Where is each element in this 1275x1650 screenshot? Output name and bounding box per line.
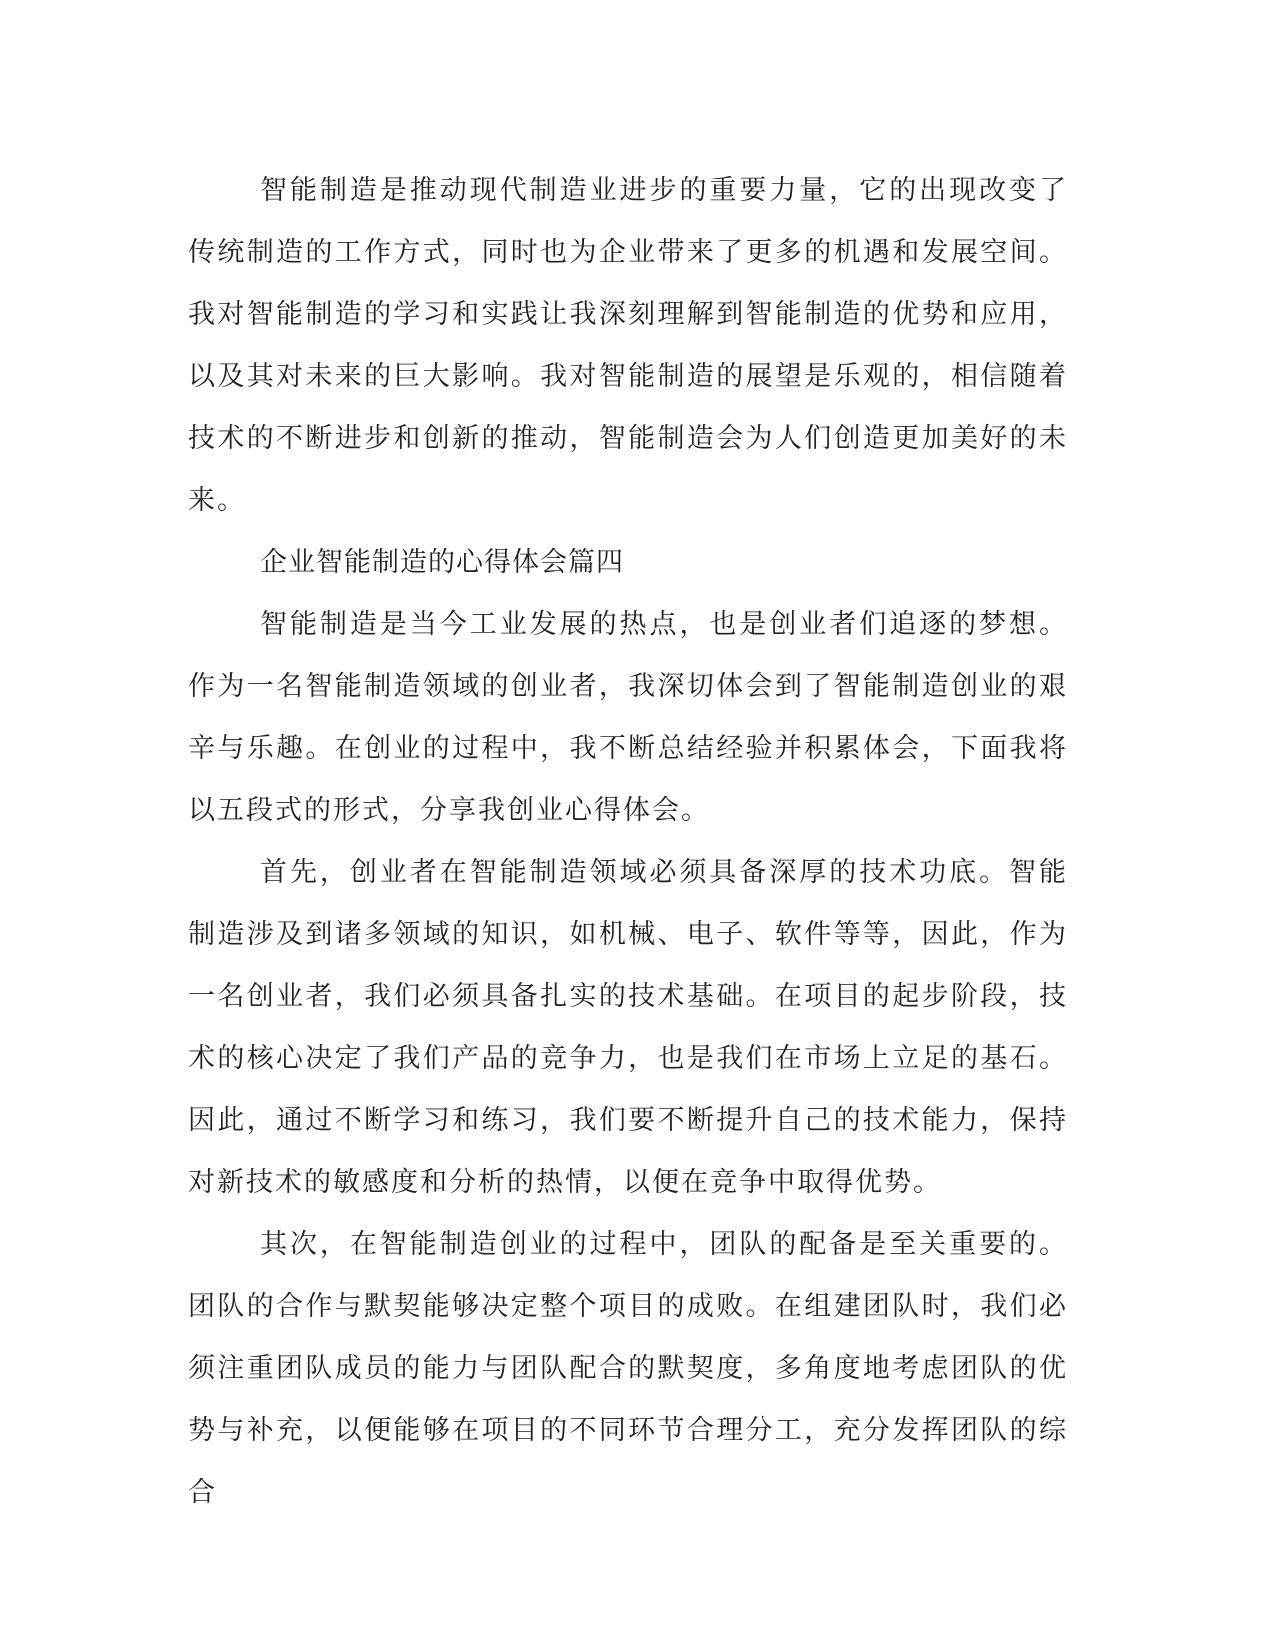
paragraph-conclusion: 智能制造是推动现代制造业进步的重要力量，它的出现改变了传统制造的工作方式，同时也为企业带来了更多的机遇和发展空间。我对智能制造的学习和实践让我深刻理解到智能制造的优势和应用，以及其对未来的巨大影响。我对智能制造的展望是乐观的，相信随着技术的不断进步和创新的推动，智能制造会为人们创造更加美好的未来。 (188, 175, 1068, 516)
paragraph-intro: 智能制造是当今工业发展的热点，也是创业者们追逐的梦想。作为一名智能制造领域的创业者，我深切体会到了智能制造创业的艰辛与乐趣。在创业的过程中，我不断总结经验并积累体会，下面我将以五段式的形式，分享我创业心得体会。 (188, 609, 1068, 826)
document-body (188, 160, 1068, 1524)
paragraph-technical-skills: 首先，创业者在智能制造领域必须具备深厚的技术功底。智能制造涉及到诸多领域的知识，如机械、电子、软件等等，因此，作为一名创业者，我们必须具备扎实的技术基础。在项目的起步阶段，技术的核心决定了我们产品的竞争力，也是我们在市场上立足的基石。因此，通过不断学习和练习，我们要不断提升自己的技术能力，保持对新技术的敏感度和分析的热情，以便在竞争中取得优势。 (188, 857, 1068, 1198)
paragraph-team: 其次，在智能制造创业的过程中，团队的配备是至关重要的。团队的合作与默契能够决定整个项目的成败。在组建团队时，我们必须注重团队成员的能力与团队配合的默契度，多角度地考虑团队的优势与补充，以便能够在项目的不同环节合理分工，充分发挥团队的综合 (188, 1229, 1068, 1508)
section-heading: 企业智能制造的心得体会篇四 (260, 547, 624, 578)
